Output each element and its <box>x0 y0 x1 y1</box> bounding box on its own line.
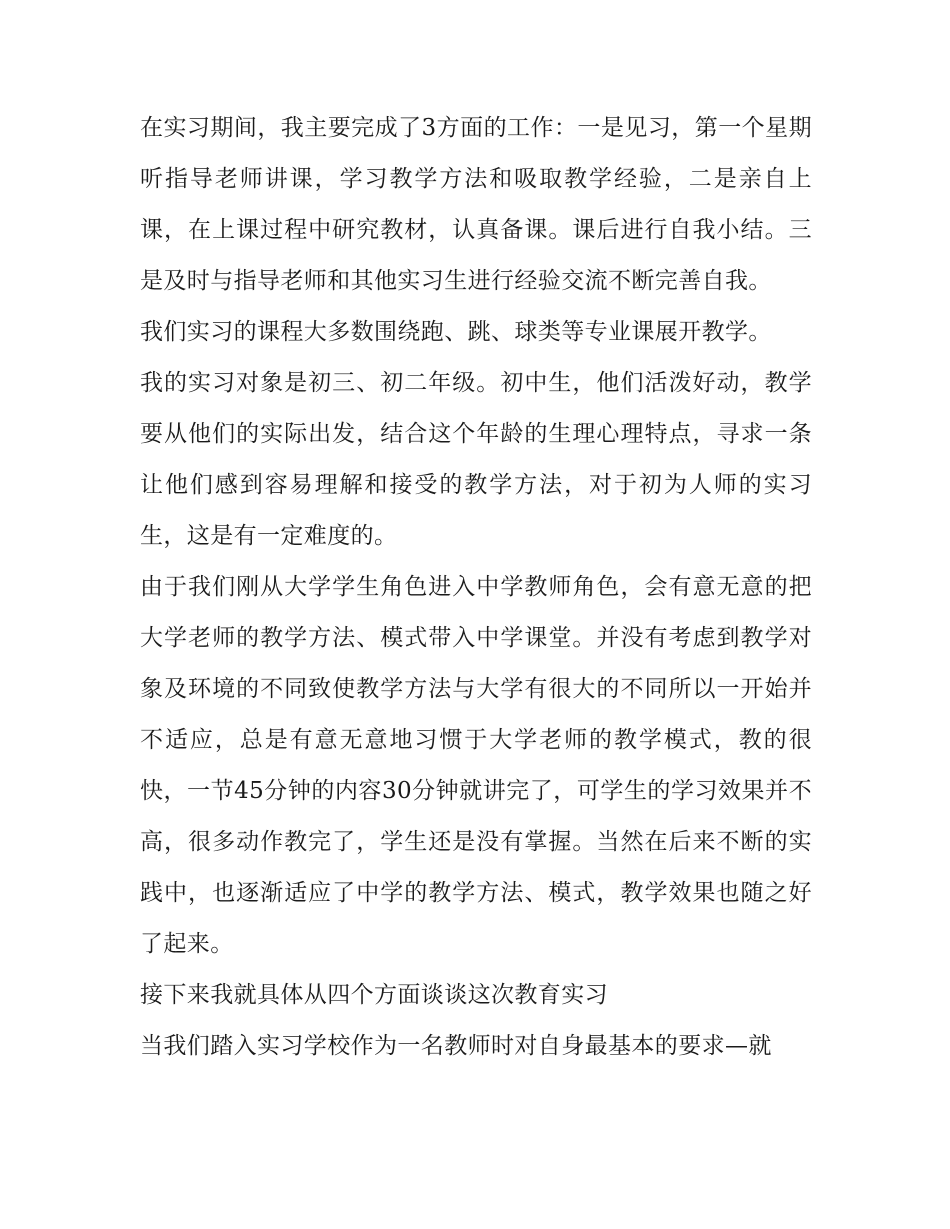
paragraph-basic-requirement: 当我们踏入实习学校作为一名教师时对自身最基本的要求—就 <box>140 1033 772 1059</box>
paragraph-four-aspects: 接下来我就具体从四个方面谈谈这次教育实习 <box>140 982 608 1008</box>
paragraph-students: 我的实习对象是初三、初二年级。初中生，他们活泼好动，教学要从他们的实际出发，结合这个年龄的生理心理特点，寻求一条让他们感到容易理解和接受的教学方法，对于初为人师的实习生，这是有一定难度的。 <box>140 370 812 549</box>
paragraph-teaching-mode: 由于我们刚从大学学生角色进入中学教师角色，会有意无意的把大学老师的教学方法、模式带入中学课堂。并没有考虑到教学对象及环境的不同致使教学方法与大学有很大的不同所以一开始并不适应，总是有意无意地习惯于大学老师的教学模式，教的很快，一节45分钟的内容30分钟就讲完了，可学生的学习效果并不高，很多动作教完了，学生还是没有掌握。当然在后来不断的实践中，也逐渐适应了中学的教学方法、模式，教学效果也随之好了起来。 <box>140 574 812 957</box>
paragraph-courses: 我们实习的课程大多数围绕跑、跳、球类等专业课展开教学。 <box>140 319 772 345</box>
document-body <box>140 103 812 1072</box>
paragraph-work-summary: 在实习期间，我主要完成了3方面的工作：一是见习，第一个星期听指导老师讲课，学习教学方法和吸取教学经验，二是亲自上课，在上课过程中研究教材，认真备课。课后进行自我小结。三是及时与指导老师和其他实习生进行经验交流不断完善自我。 <box>140 115 812 294</box>
